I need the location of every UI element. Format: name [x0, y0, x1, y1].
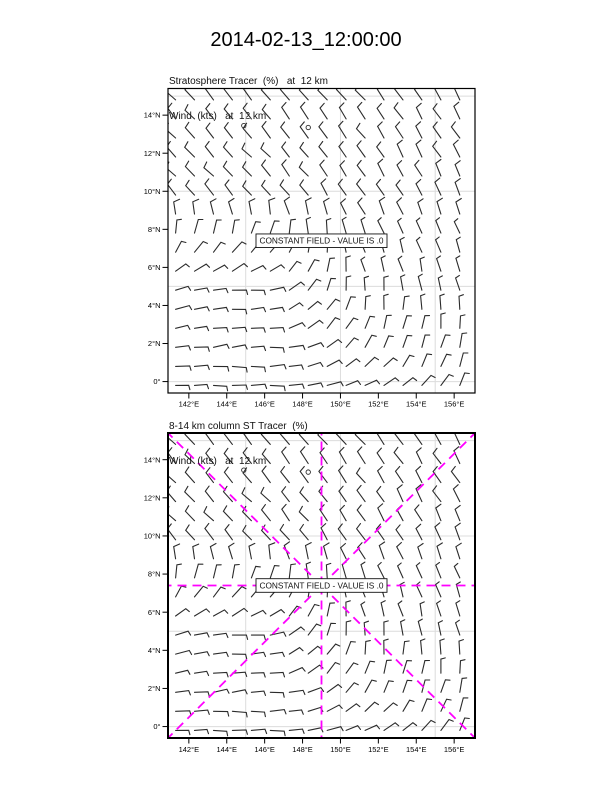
axis-tick-labels: [144, 111, 465, 409]
x-tick-label: 148°E: [292, 399, 313, 409]
y-tick-label: 6°N: [147, 607, 161, 617]
y-tick-label: 0°: [153, 722, 161, 732]
bottom-panel-subtitle-line1: 8-14 km column ST Tracer (%): [169, 421, 308, 432]
stratosphere-tracer-wind-barb-plot: [130, 80, 490, 410]
x-tick-label: 142°E: [178, 399, 200, 409]
y-tick-label: 4°N: [147, 645, 161, 655]
x-tick-label: 150°E: [330, 399, 351, 409]
x-tick-label: 156°E: [443, 399, 465, 409]
bottom-panel-subtitle-line2: Wind (kts) at 12 km: [169, 455, 267, 467]
x-tick-label: 146°E: [254, 745, 275, 754]
y-tick-label: 4°N: [147, 301, 161, 311]
x-tick-label: 154°E: [405, 399, 427, 409]
y-tick-label: 14°N: [143, 455, 161, 465]
constant-field-box: [256, 579, 387, 593]
y-tick-label: 8°N: [147, 224, 161, 234]
y-tick-label: 10°N: [143, 531, 161, 541]
y-tick-label: 10°N: [143, 186, 161, 196]
x-tick-label: 144°E: [216, 745, 238, 754]
figure-title: 2014-02-13_12:00:00: [210, 29, 402, 51]
y-tick-label: 2°N: [147, 339, 161, 349]
top-panel-subtitle-line1: Stratosphere Tracer (%) at 12 km: [169, 76, 328, 87]
x-tick-label: 152°E: [368, 745, 389, 754]
x-tick-label: 152°E: [368, 399, 389, 409]
constant-field-box: [256, 234, 387, 248]
y-tick-label: 14°N: [143, 110, 161, 120]
constant-field-label: CONSTANT FIELD - VALUE IS .0: [259, 235, 384, 246]
constant-field-label: CONSTANT FIELD - VALUE IS .0: [259, 580, 384, 591]
x-tick-label: 142°E: [178, 745, 200, 754]
x-tick-label: 156°E: [443, 745, 465, 754]
calm-wind-indicator: [306, 125, 310, 129]
axis-tick-labels: [144, 455, 465, 754]
x-tick-label: 148°E: [292, 745, 313, 754]
x-tick-label: 146°E: [254, 399, 275, 409]
y-tick-label: 0°: [153, 377, 161, 387]
x-tick-label: 144°E: [216, 399, 238, 409]
top-panel-subtitle-line2: Wind (kts) at 12 km: [169, 110, 267, 122]
y-tick-label: 12°N: [143, 493, 161, 503]
x-tick-label: 150°E: [330, 745, 351, 754]
y-tick-label: 8°N: [147, 569, 161, 579]
y-tick-label: 2°N: [147, 684, 161, 694]
x-tick-label: 154°E: [405, 745, 427, 754]
y-tick-label: 12°N: [143, 148, 161, 158]
bottom-panel-subtitle: [169, 398, 308, 490]
y-tick-label: 6°N: [147, 262, 161, 272]
